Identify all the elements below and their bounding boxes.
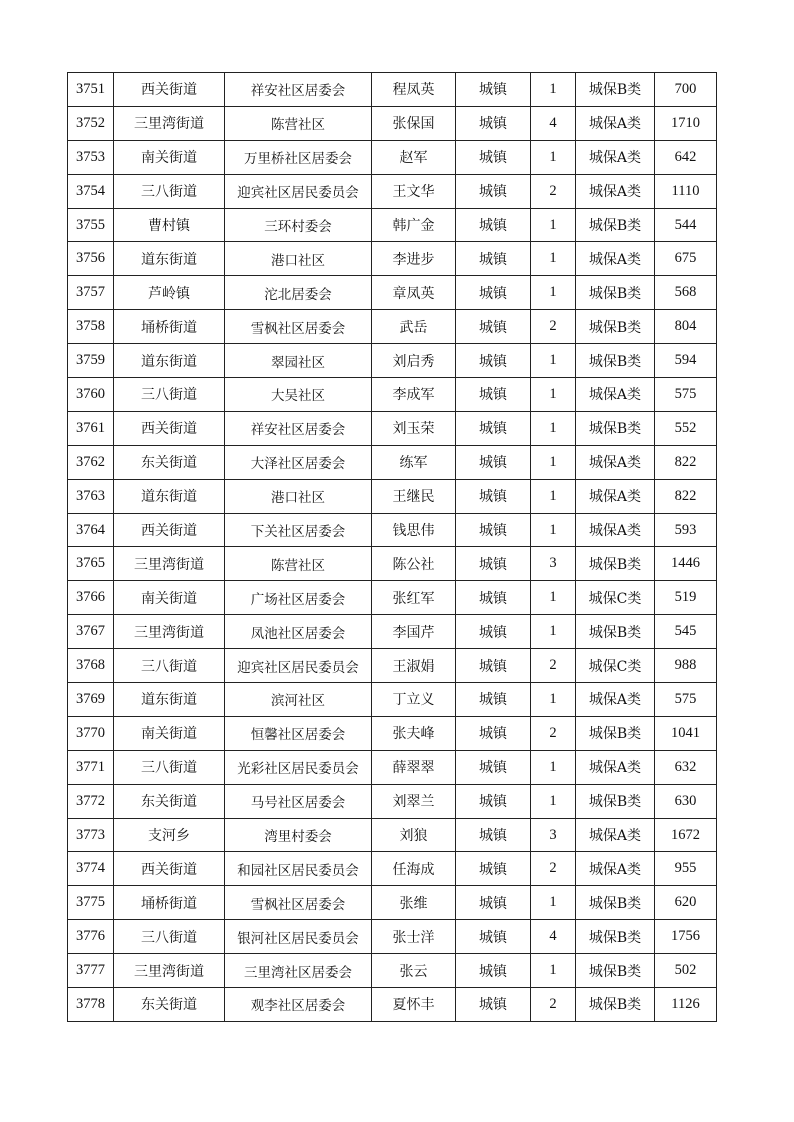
household-count-cell: 2 xyxy=(531,852,576,886)
name-cell: 章凤英 xyxy=(372,276,456,310)
amount-cell: 502 xyxy=(655,954,717,988)
row-number-cell: 3766 xyxy=(68,581,114,615)
amount-cell: 1110 xyxy=(655,174,717,208)
amount-cell: 1041 xyxy=(655,716,717,750)
table-row xyxy=(68,615,717,649)
name-cell: 丁立义 xyxy=(372,683,456,717)
category-cell: 城保A类 xyxy=(576,174,655,208)
table-row xyxy=(68,73,717,107)
table-row xyxy=(68,344,717,378)
row-number-cell: 3777 xyxy=(68,954,114,988)
street-cell: 埇桥街道 xyxy=(114,886,225,920)
household-count-cell: 1 xyxy=(531,513,576,547)
name-cell: 钱思伟 xyxy=(372,513,456,547)
street-cell: 道东街道 xyxy=(114,683,225,717)
category-cell: 城保B类 xyxy=(576,276,655,310)
area-type-cell: 城镇 xyxy=(456,73,531,107)
category-cell: 城保B类 xyxy=(576,615,655,649)
community-cell: 银河社区居民委员会 xyxy=(225,920,372,954)
community-cell: 祥安社区居委会 xyxy=(225,411,372,445)
name-cell: 薛翠翠 xyxy=(372,750,456,784)
area-type-cell: 城镇 xyxy=(456,716,531,750)
row-number-cell: 3751 xyxy=(68,73,114,107)
category-cell: 城保C类 xyxy=(576,649,655,683)
table-row xyxy=(68,445,717,479)
household-count-cell: 1 xyxy=(531,683,576,717)
area-type-cell: 城镇 xyxy=(456,344,531,378)
table-row xyxy=(68,310,717,344)
name-cell: 张士洋 xyxy=(372,920,456,954)
amount-cell: 594 xyxy=(655,344,717,378)
household-count-cell: 4 xyxy=(531,920,576,954)
name-cell: 张维 xyxy=(372,886,456,920)
row-number-cell: 3762 xyxy=(68,445,114,479)
amount-cell: 822 xyxy=(655,479,717,513)
table-row xyxy=(68,581,717,615)
name-cell: 刘玉荣 xyxy=(372,411,456,445)
row-number-cell: 3754 xyxy=(68,174,114,208)
area-type-cell: 城镇 xyxy=(456,106,531,140)
category-cell: 城保B类 xyxy=(576,784,655,818)
street-cell: 三八街道 xyxy=(114,174,225,208)
amount-cell: 1672 xyxy=(655,818,717,852)
row-number-cell: 3768 xyxy=(68,649,114,683)
roster-table xyxy=(67,72,717,1022)
table-row xyxy=(68,886,717,920)
street-cell: 三八街道 xyxy=(114,649,225,683)
table-row xyxy=(68,920,717,954)
category-cell: 城保A类 xyxy=(576,242,655,276)
household-count-cell: 1 xyxy=(531,445,576,479)
category-cell: 城保A类 xyxy=(576,479,655,513)
category-cell: 城保B类 xyxy=(576,886,655,920)
street-cell: 道东街道 xyxy=(114,479,225,513)
name-cell: 刘狼 xyxy=(372,818,456,852)
community-cell: 陈营社区 xyxy=(225,547,372,581)
community-cell: 陈营社区 xyxy=(225,106,372,140)
household-count-cell: 2 xyxy=(531,649,576,683)
street-cell: 东关街道 xyxy=(114,988,225,1022)
amount-cell: 552 xyxy=(655,411,717,445)
street-cell: 三里湾街道 xyxy=(114,547,225,581)
area-type-cell: 城镇 xyxy=(456,208,531,242)
street-cell: 道东街道 xyxy=(114,242,225,276)
name-cell: 陈公社 xyxy=(372,547,456,581)
community-cell: 大吴社区 xyxy=(225,378,372,412)
amount-cell: 700 xyxy=(655,73,717,107)
table-row xyxy=(68,106,717,140)
amount-cell: 675 xyxy=(655,242,717,276)
area-type-cell: 城镇 xyxy=(456,310,531,344)
area-type-cell: 城镇 xyxy=(456,174,531,208)
area-type-cell: 城镇 xyxy=(456,445,531,479)
category-cell: 城保B类 xyxy=(576,716,655,750)
amount-cell: 822 xyxy=(655,445,717,479)
street-cell: 道东街道 xyxy=(114,344,225,378)
amount-cell: 630 xyxy=(655,784,717,818)
table-row xyxy=(68,818,717,852)
row-number-cell: 3757 xyxy=(68,276,114,310)
row-number-cell: 3773 xyxy=(68,818,114,852)
area-type-cell: 城镇 xyxy=(456,818,531,852)
community-cell: 滨河社区 xyxy=(225,683,372,717)
row-number-cell: 3755 xyxy=(68,208,114,242)
table-row xyxy=(68,852,717,886)
table-row xyxy=(68,140,717,174)
community-cell: 恒馨社区居委会 xyxy=(225,716,372,750)
area-type-cell: 城镇 xyxy=(456,886,531,920)
household-count-cell: 1 xyxy=(531,411,576,445)
area-type-cell: 城镇 xyxy=(456,920,531,954)
name-cell: 张云 xyxy=(372,954,456,988)
category-cell: 城保A类 xyxy=(576,106,655,140)
roster-body xyxy=(68,73,717,1022)
name-cell: 练军 xyxy=(372,445,456,479)
row-number-cell: 3756 xyxy=(68,242,114,276)
area-type-cell: 城镇 xyxy=(456,852,531,886)
category-cell: 城保B类 xyxy=(576,310,655,344)
community-cell: 迎宾社区居民委员会 xyxy=(225,174,372,208)
amount-cell: 575 xyxy=(655,378,717,412)
household-count-cell: 1 xyxy=(531,581,576,615)
amount-cell: 575 xyxy=(655,683,717,717)
name-cell: 张红军 xyxy=(372,581,456,615)
community-cell: 三里湾社区居委会 xyxy=(225,954,372,988)
amount-cell: 1756 xyxy=(655,920,717,954)
community-cell: 下关社区居委会 xyxy=(225,513,372,547)
table-row xyxy=(68,276,717,310)
household-count-cell: 1 xyxy=(531,140,576,174)
household-count-cell: 1 xyxy=(531,276,576,310)
area-type-cell: 城镇 xyxy=(456,513,531,547)
table-row xyxy=(68,649,717,683)
row-number-cell: 3752 xyxy=(68,106,114,140)
community-cell: 广场社区居委会 xyxy=(225,581,372,615)
street-cell: 三八街道 xyxy=(114,750,225,784)
street-cell: 三里湾街道 xyxy=(114,954,225,988)
area-type-cell: 城镇 xyxy=(456,750,531,784)
amount-cell: 519 xyxy=(655,581,717,615)
amount-cell: 1126 xyxy=(655,988,717,1022)
row-number-cell: 3765 xyxy=(68,547,114,581)
name-cell: 韩广金 xyxy=(372,208,456,242)
table-row xyxy=(68,954,717,988)
household-count-cell: 3 xyxy=(531,547,576,581)
category-cell: 城保A类 xyxy=(576,683,655,717)
amount-cell: 568 xyxy=(655,276,717,310)
amount-cell: 544 xyxy=(655,208,717,242)
street-cell: 东关街道 xyxy=(114,445,225,479)
amount-cell: 988 xyxy=(655,649,717,683)
street-cell: 西关街道 xyxy=(114,73,225,107)
household-count-cell: 1 xyxy=(531,954,576,988)
table-row xyxy=(68,988,717,1022)
community-cell: 雪枫社区居委会 xyxy=(225,310,372,344)
row-number-cell: 3753 xyxy=(68,140,114,174)
table-row xyxy=(68,208,717,242)
area-type-cell: 城镇 xyxy=(456,988,531,1022)
street-cell: 三里湾街道 xyxy=(114,106,225,140)
street-cell: 西关街道 xyxy=(114,411,225,445)
community-cell: 观李社区居委会 xyxy=(225,988,372,1022)
household-count-cell: 1 xyxy=(531,73,576,107)
row-number-cell: 3769 xyxy=(68,683,114,717)
table-row xyxy=(68,411,717,445)
category-cell: 城保A类 xyxy=(576,750,655,784)
amount-cell: 1446 xyxy=(655,547,717,581)
table-row xyxy=(68,750,717,784)
community-cell: 光彩社区居民委员会 xyxy=(225,750,372,784)
category-cell: 城保B类 xyxy=(576,344,655,378)
name-cell: 任海成 xyxy=(372,852,456,886)
street-cell: 芦岭镇 xyxy=(114,276,225,310)
household-count-cell: 2 xyxy=(531,716,576,750)
row-number-cell: 3770 xyxy=(68,716,114,750)
street-cell: 西关街道 xyxy=(114,852,225,886)
category-cell: 城保B类 xyxy=(576,954,655,988)
category-cell: 城保B类 xyxy=(576,988,655,1022)
area-type-cell: 城镇 xyxy=(456,547,531,581)
community-cell: 沱北居委会 xyxy=(225,276,372,310)
amount-cell: 620 xyxy=(655,886,717,920)
street-cell: 南关街道 xyxy=(114,581,225,615)
table-row xyxy=(68,683,717,717)
row-number-cell: 3761 xyxy=(68,411,114,445)
area-type-cell: 城镇 xyxy=(456,581,531,615)
household-count-cell: 4 xyxy=(531,106,576,140)
category-cell: 城保A类 xyxy=(576,513,655,547)
row-number-cell: 3772 xyxy=(68,784,114,818)
row-number-cell: 3776 xyxy=(68,920,114,954)
table-row xyxy=(68,174,717,208)
community-cell: 万里桥社区居委会 xyxy=(225,140,372,174)
household-count-cell: 1 xyxy=(531,479,576,513)
area-type-cell: 城镇 xyxy=(456,784,531,818)
street-cell: 支河乡 xyxy=(114,818,225,852)
area-type-cell: 城镇 xyxy=(456,649,531,683)
area-type-cell: 城镇 xyxy=(456,242,531,276)
row-number-cell: 3763 xyxy=(68,479,114,513)
area-type-cell: 城镇 xyxy=(456,276,531,310)
street-cell: 西关街道 xyxy=(114,513,225,547)
category-cell: 城保A类 xyxy=(576,818,655,852)
community-cell: 湾里村委会 xyxy=(225,818,372,852)
street-cell: 南关街道 xyxy=(114,140,225,174)
category-cell: 城保A类 xyxy=(576,445,655,479)
row-number-cell: 3764 xyxy=(68,513,114,547)
area-type-cell: 城镇 xyxy=(456,954,531,988)
category-cell: 城保B类 xyxy=(576,73,655,107)
amount-cell: 955 xyxy=(655,852,717,886)
household-count-cell: 1 xyxy=(531,242,576,276)
amount-cell: 804 xyxy=(655,310,717,344)
row-number-cell: 3774 xyxy=(68,852,114,886)
name-cell: 赵军 xyxy=(372,140,456,174)
name-cell: 王淑娟 xyxy=(372,649,456,683)
category-cell: 城保C类 xyxy=(576,581,655,615)
name-cell: 李进步 xyxy=(372,242,456,276)
household-count-cell: 2 xyxy=(531,174,576,208)
name-cell: 张夫峰 xyxy=(372,716,456,750)
household-count-cell: 1 xyxy=(531,750,576,784)
community-cell: 港口社区 xyxy=(225,479,372,513)
name-cell: 王继民 xyxy=(372,479,456,513)
household-count-cell: 1 xyxy=(531,886,576,920)
table-row xyxy=(68,716,717,750)
household-count-cell: 2 xyxy=(531,988,576,1022)
street-cell: 三八街道 xyxy=(114,378,225,412)
table-row xyxy=(68,378,717,412)
area-type-cell: 城镇 xyxy=(456,411,531,445)
community-cell: 三环村委会 xyxy=(225,208,372,242)
category-cell: 城保B类 xyxy=(576,411,655,445)
row-number-cell: 3778 xyxy=(68,988,114,1022)
household-count-cell: 1 xyxy=(531,344,576,378)
community-cell: 翠园社区 xyxy=(225,344,372,378)
household-count-cell: 1 xyxy=(531,378,576,412)
category-cell: 城保B类 xyxy=(576,920,655,954)
name-cell: 武岳 xyxy=(372,310,456,344)
street-cell: 南关街道 xyxy=(114,716,225,750)
name-cell: 张保国 xyxy=(372,106,456,140)
table-row xyxy=(68,479,717,513)
table-row xyxy=(68,547,717,581)
area-type-cell: 城镇 xyxy=(456,615,531,649)
area-type-cell: 城镇 xyxy=(456,140,531,174)
community-cell: 迎宾社区居民委员会 xyxy=(225,649,372,683)
amount-cell: 545 xyxy=(655,615,717,649)
amount-cell: 642 xyxy=(655,140,717,174)
community-cell: 马号社区居委会 xyxy=(225,784,372,818)
category-cell: 城保A类 xyxy=(576,140,655,174)
community-cell: 港口社区 xyxy=(225,242,372,276)
amount-cell: 632 xyxy=(655,750,717,784)
name-cell: 李成军 xyxy=(372,378,456,412)
household-count-cell: 3 xyxy=(531,818,576,852)
household-count-cell: 1 xyxy=(531,784,576,818)
household-count-cell: 1 xyxy=(531,208,576,242)
row-number-cell: 3758 xyxy=(68,310,114,344)
street-cell: 曹村镇 xyxy=(114,208,225,242)
name-cell: 刘翠兰 xyxy=(372,784,456,818)
community-cell: 凤池社区居委会 xyxy=(225,615,372,649)
category-cell: 城保A类 xyxy=(576,378,655,412)
name-cell: 王文华 xyxy=(372,174,456,208)
street-cell: 东关街道 xyxy=(114,784,225,818)
category-cell: 城保A类 xyxy=(576,852,655,886)
name-cell: 夏怀丰 xyxy=(372,988,456,1022)
table-row xyxy=(68,513,717,547)
community-cell: 祥安社区居委会 xyxy=(225,73,372,107)
name-cell: 李国芹 xyxy=(372,615,456,649)
community-cell: 大泽社区居委会 xyxy=(225,445,372,479)
category-cell: 城保B类 xyxy=(576,547,655,581)
community-cell: 和园社区居民委员会 xyxy=(225,852,372,886)
street-cell: 埇桥街道 xyxy=(114,310,225,344)
row-number-cell: 3759 xyxy=(68,344,114,378)
row-number-cell: 3767 xyxy=(68,615,114,649)
category-cell: 城保B类 xyxy=(576,208,655,242)
area-type-cell: 城镇 xyxy=(456,683,531,717)
row-number-cell: 3760 xyxy=(68,378,114,412)
amount-cell: 1710 xyxy=(655,106,717,140)
name-cell: 程凤英 xyxy=(372,73,456,107)
name-cell: 刘启秀 xyxy=(372,344,456,378)
street-cell: 三八街道 xyxy=(114,920,225,954)
area-type-cell: 城镇 xyxy=(456,479,531,513)
table-row xyxy=(68,784,717,818)
row-number-cell: 3771 xyxy=(68,750,114,784)
area-type-cell: 城镇 xyxy=(456,378,531,412)
table-row xyxy=(68,242,717,276)
row-number-cell: 3775 xyxy=(68,886,114,920)
household-count-cell: 2 xyxy=(531,310,576,344)
amount-cell: 593 xyxy=(655,513,717,547)
household-count-cell: 1 xyxy=(531,615,576,649)
community-cell: 雪枫社区居委会 xyxy=(225,886,372,920)
street-cell: 三里湾街道 xyxy=(114,615,225,649)
